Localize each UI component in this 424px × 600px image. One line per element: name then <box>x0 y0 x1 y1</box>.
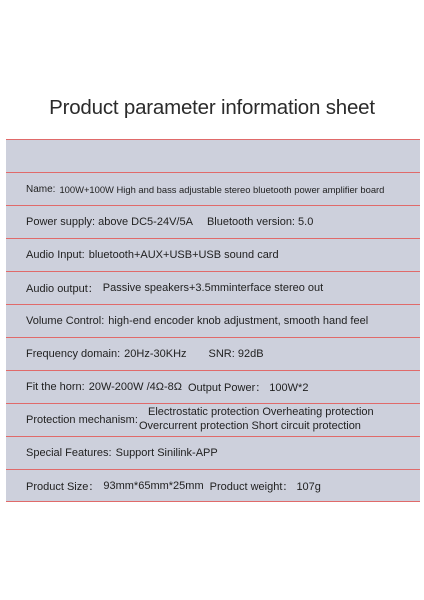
audio-output-label: Audio output： <box>26 283 99 295</box>
snr-text: SNR: 92dB <box>208 348 264 360</box>
table-row-horn <box>6 370 420 403</box>
frequency-label: Frequency domain: <box>26 348 121 360</box>
frequency-value: 20Hz-30KHz <box>124 348 187 360</box>
output-power-text: Output Power： 100W*2 <box>187 382 309 394</box>
table-row-special <box>6 436 420 469</box>
audio-input-value: bluetooth+AUX+USB+USB sound card <box>88 249 279 261</box>
protection-label: Protection mechanism: <box>26 414 138 426</box>
bluetooth-version-text: Bluetooth version: 5.0 <box>206 216 314 228</box>
table-row-power <box>6 205 420 238</box>
weight-text: Product weight： 107g <box>209 480 321 493</box>
name-label: Name: <box>26 183 56 195</box>
table-row-volume <box>6 304 420 337</box>
table-row-blank <box>6 139 420 172</box>
volume-label: Volume Control: <box>26 315 105 327</box>
table-row-name <box>6 172 420 205</box>
table-row-protection <box>6 403 420 436</box>
horn-value: 20W-200W /4Ω-8Ω <box>88 381 182 393</box>
parameter-table <box>6 139 420 502</box>
volume-value: high-end encoder knob adjustment, smooth hand feel <box>108 315 369 327</box>
name-value: 100W+100W High and bass adjustable stereo bluetooth power amplifier board <box>59 183 385 195</box>
power-supply-text: Power supply: above DC5-24V/5A <box>26 216 193 228</box>
table-row-audio-input <box>6 238 420 271</box>
protection-line-1: Electrostatic protection Overheating protection <box>148 406 374 418</box>
size-label: Product Size： <box>26 480 100 493</box>
table-row-size <box>6 469 420 502</box>
size-value: 93mm*65mm*25mm <box>103 479 204 492</box>
table-row-audio-output <box>6 271 420 304</box>
audio-input-label: Audio Input: <box>26 249 85 261</box>
table-row-frequency <box>6 337 420 370</box>
horn-label: Fit the horn: <box>26 381 85 393</box>
special-value: Support Sinilink-APP <box>115 447 218 459</box>
audio-output-value: Passive speakers+3.5mminterface stereo out <box>102 282 324 294</box>
special-label: Special Features: <box>26 447 112 459</box>
protection-line-2: Overcurrent protection Short circuit protection <box>139 420 361 432</box>
page-title: Product parameter information sheet <box>49 96 375 119</box>
